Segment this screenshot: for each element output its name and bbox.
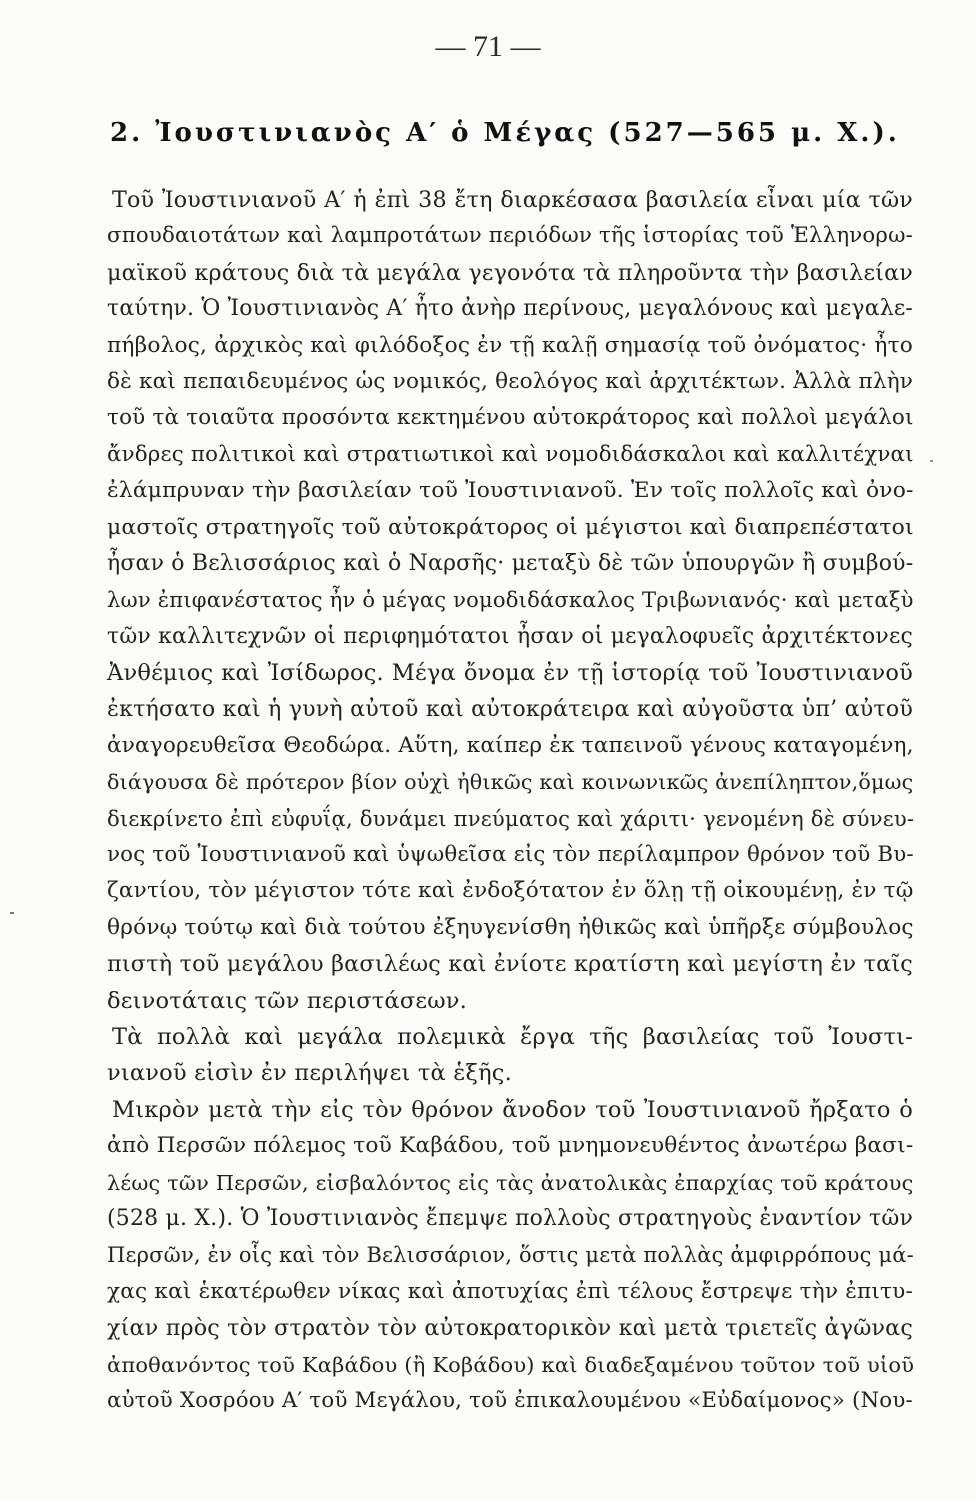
text-line: τοῦ τὰ τοιαῦτα προσόντα κεκτημένου αὐτοκράτορος καὶ πολλοὶ μεγάλοι xyxy=(107,405,914,431)
text-line: τῶν καλλιτεχνῶν οἱ περιφημότατοι ἦσαν οἱ μεγαλοφυεῖς ἀρχιτέκτονες xyxy=(107,623,913,649)
page-number: — 71 — xyxy=(435,30,541,63)
text-line: σπουδαιοτάτων καὶ λαμπροτάτων περιόδων τῆς ἱστορίας τοῦ Ἑλληνορω- xyxy=(107,223,914,249)
text-line: ἀπὸ Περσῶν πόλεμος τοῦ Καβάδου, τοῦ μνημονευθέντος ἀνωτέρω βασι- xyxy=(107,1133,914,1159)
text-line: ἐλάμπρυναν τὴν βασιλείαν τοῦ Ἰουστινιανοῦ. Ἐν τοῖς πολλοῖς καὶ ὀνο- xyxy=(107,478,914,504)
text-line: Περσῶν, ἐν οἷς καὶ τὸν Βελισσάριον, ὅστις μετὰ πολλὰς ἀμφιρρόπους μά- xyxy=(107,1243,914,1268)
text-line: διεκρίνετο ἐπὶ εὐφυΐᾳ, δυνάμει πνεύματος καὶ χάριτι· γενομένη δὲ σύνευ- xyxy=(107,805,915,831)
margin-mark xyxy=(10,912,14,914)
text-line: Τὰ πολλὰ καὶ μεγάλα πολεμικὰ ἔργα τῆς βασιλείας τοῦ Ἰουστι- xyxy=(112,1023,913,1050)
text-line: (528 μ. Χ.). Ὁ Ἰουστινιανὸς ἔπεμψε πολλοὺς στρατηγοὺς ἐναντίον τῶν xyxy=(107,1205,913,1231)
text-line: νος τοῦ Ἰουστινιανοῦ καὶ ὑψωθεῖσα εἰς τὸν περίλαμπρον θρόνον τοῦ Βυ- xyxy=(107,842,914,868)
text-line: θρόνῳ τούτῳ καὶ διὰ τούτου ἐξηυγενίσθη ἠθικῶς καὶ ὑπῆρξε σύμβουλος xyxy=(107,914,914,940)
text-line: πιστὴ τοῦ μεγάλου βασιλέως καὶ ἐνίοτε κρατίστη καὶ μεγίστη ἐν ταῖς xyxy=(107,951,913,978)
text-line: δὲ καὶ πεπαιδευμένος ὡς νομικός, θεολόγος καὶ ἀρχιτέκτων. Ἀλλὰ πλὴν xyxy=(107,368,914,394)
body-text xyxy=(107,182,913,1419)
text-line: ἀναγορευθεῖσα Θεοδώρα. Αὕτη, καίπερ ἐκ ταπεινοῦ γένους καταγομένη, xyxy=(107,732,914,758)
text-line: ἐκτήσατο καὶ ἡ γυνὴ αὐτοῦ καὶ αὐτοκράτειρα καὶ αὐγοῦστα ὑπ’ αὐτοῦ xyxy=(107,696,913,723)
text-line: μαϊκοῦ κράτους διὰ τὰ μεγάλα γεγονότα τὰ πληροῦντα τὴν βασιλείαν xyxy=(107,259,913,286)
text-line: ζαντίου, τὸν μέγιστον τότε καὶ ἐνδοξότατον ἐν ὅλῃ τῇ οἰκουμένῃ, ἐν τῷ xyxy=(107,878,914,904)
margin-mark xyxy=(930,460,933,462)
text-line: ἀποθανόντος τοῦ Καβάδου (ἢ Κοβάδου) καὶ διαδεξαμένου τοῦτον τοῦ υἱοῦ xyxy=(107,1352,915,1377)
section-heading: 2. Ἰουστινιανὸς Α′ ὁ Μέγας (527—565 μ. Χ.). xyxy=(110,118,900,148)
text-line: χας καὶ ἑκατέρωθεν νίκας καὶ ἀποτυχίας ἐπὶ τέλους ἔστρεψε τὴν ἐπιτυ- xyxy=(107,1278,913,1304)
text-line: αὐτοῦ Χοσρόου Α′ τοῦ Μεγάλου, τοῦ ἐπικαλουμένου «Εὐδαίμονος» (Νου- xyxy=(107,1387,913,1413)
text-line: μαστοῖς στρατηγοῖς τοῦ αὐτοκράτορος οἱ μέγιστοι καὶ διαπρεπέστατοι xyxy=(107,514,914,540)
text-line: πήβολος, ἀρχικὸς καὶ φιλόδοξος ἐν τῇ καλῇ σημασίᾳ τοῦ ὀνόματος· ἦτο xyxy=(107,332,913,358)
text-line: χίαν πρὸς τὸν στρατὸν τὸν αὐτοκρατορικὸν καὶ μετὰ τριετεῖς ἀγῶνας xyxy=(107,1315,913,1342)
text-line: ἦσαν ὁ Βελισσάριος καὶ ὁ Ναρσῆς· μεταξὺ δὲ τῶν ὑπουργῶν ἢ συμβού- xyxy=(107,550,914,576)
text-line: διάγουσα δὲ πρότερον βίον οὐχὶ ἠθικῶς καὶ κοινωνικῶς ἀνεπίληπτον,ὅμως xyxy=(107,770,914,795)
text-line: λων ἐπιφανέστατος ἦν ὁ μέγας νομοδιδάσκαλος Τριβωνιανός· καὶ μεταξὺ xyxy=(107,587,914,613)
text-line: λέως τῶν Περσῶν, εἰσβαλόντος εἰς τὰς ἀνατολικὰς ἐπαρχίας τοῦ κράτους xyxy=(107,1170,914,1195)
text-line: νιανοῦ εἰσὶν ἐν περιλήψει τὰ ἑξῆς. xyxy=(107,1060,512,1087)
text-line: Τοῦ Ἰουστινιανοῦ Α′ ἡ ἐπὶ 38 ἔτη διαρκέσασα βασιλεία εἶναι μία τῶν xyxy=(112,187,913,213)
text-line: ταύτην. Ὁ Ἰουστινιανὸς Α′ ἦτο ἀνὴρ περίνους, μεγαλόνους καὶ μεγαλε- xyxy=(107,296,913,322)
text-line: δεινοτάταις τῶν περιστάσεων. xyxy=(107,987,468,1014)
text-line: Μικρὸν μετὰ τὴν εἰς τὸν θρόνον ἄνοδον τοῦ Ἰουστινιανοῦ ἤρξατο ὁ xyxy=(112,1096,913,1123)
text-line: ἄνδρες πολιτικοὶ καὶ στρατιωτικοὶ καὶ νομοδιδάσκαλοι καὶ καλλιτέχναι xyxy=(107,441,914,467)
text-line: Ἀνθέμιος καὶ Ἰσίδωρος. Μέγα ὄνομα ἐν τῇ ἱστορίᾳ τοῦ Ἰουστινιανοῦ xyxy=(107,660,913,687)
